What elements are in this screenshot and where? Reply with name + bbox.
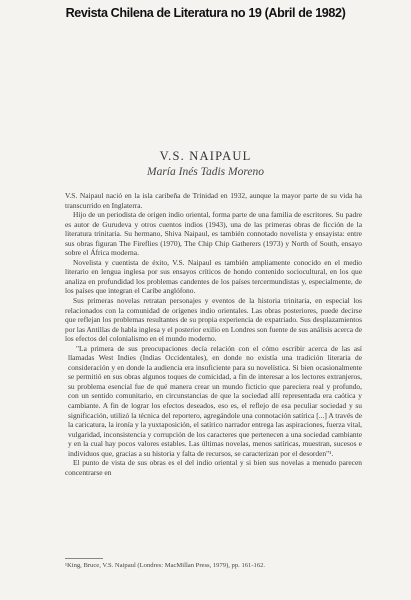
paragraph-viewpoint: El punto de vista de sus obras es el del indio oriental y si bien sus novelas a menudo parecen concentrarse en bbox=[65, 458, 362, 477]
journal-header: Revista Chilena de Literatura no 19 (Abril de 1982) bbox=[65, 6, 346, 20]
article-author: María Inés Tadis Moreno bbox=[146, 166, 265, 178]
paragraph-novels: Sus primeras novelas retratan personajes y eventos de la historia trinitaria, en especial los relacionados con la comunidad de orígenes indio orientales. Las obras posteriores, puede decirse que reflejan los problemas resultantes de su propia experiencia de expatriado. Sus desplazamientos por las Antillas de habla inglesa y el posterior exilio en Londres son fuente de sus análisis acerca de los efectos del colonialismo en el mundo moderno. bbox=[65, 296, 362, 344]
paragraph-intro: V.S. Naipaul nació en la isla caribeña de Trinidad en 1932, aunque la mayor parte de su vida ha transcurrido en Inglaterra. bbox=[65, 191, 362, 210]
article-title: V.S. NAIPAUL bbox=[159, 149, 252, 163]
paragraph-essays: Novelista y cuentista de éxito, V.S. Naipaul es también ampliamente conocido en el medio literario en lengua inglesa por sus ensayos críticos de hondo contenido sociocultural, en los que analiza en profundidad los problemas candentes de los países tercermundistas y, especialmente, de los países que integran el Caribe anglófono. bbox=[65, 257, 362, 296]
paragraph-family: Hijo de un periodista de origen indio oriental, forma parte de una familia de escritores. Su padre es autor de Gurudeva y otros cuentos indios (1943), una de las primeras obras de ficción de la literatura trinitaria. Su hermano, Shiva Naipaul, es también connotado novelista y ensayista: entre sus obras figuran The Fireflies (1970), The Chip Chip Gatherers (1973) y North of South, ensayo sobre el África moderna. bbox=[65, 210, 362, 258]
footnote-divider bbox=[65, 558, 103, 559]
paragraph-quote: "La primera de sus preocupaciones decía relación con el cómo escribir acerca de las así llamadas West Indies (Indias Occidentales), en donde no existía una tradición literaria de consideración y en donde la audiencia era insuficiente para su novelística. Si bien ocasionalmente se permitió en sus obras algunos toques de comicidad, a fin de interesar a los lectores extranjeros, su problema esencial fue de qué manera crear un mundo ficticio que pareciera real y profundo, con un sentido comunitario, en circunstancias de que la sociedad allí representada era caótica y cambiante. A fin de lograr los efectos deseados, eso es, el reflejo de esa peculiar sociedad y su significación, utilizó la técnica del reportero, agregándole una connotación satírica [...] A través de la caricatura, la ironía y la yuxtaposición, el satírico narrador entrega las aspiraciones, fuerza vital, vulgaridad, inconsistencia y corrupción de los caracteres que pertenecen a una sociedad cambiante y en la cual hay pocos valores estables. Las últimas novelas, menos satíricas, muestran, sucesos e individuos que, gracias a su historia y falta de recursos, se caracterizan por el desorden"¹. bbox=[68, 343, 362, 458]
footnote: ¹King, Bruce, V.S. Naipaul (Londres: MacMillan Press, 1979), pp. 161-162. bbox=[65, 562, 266, 569]
article-body bbox=[65, 191, 362, 477]
